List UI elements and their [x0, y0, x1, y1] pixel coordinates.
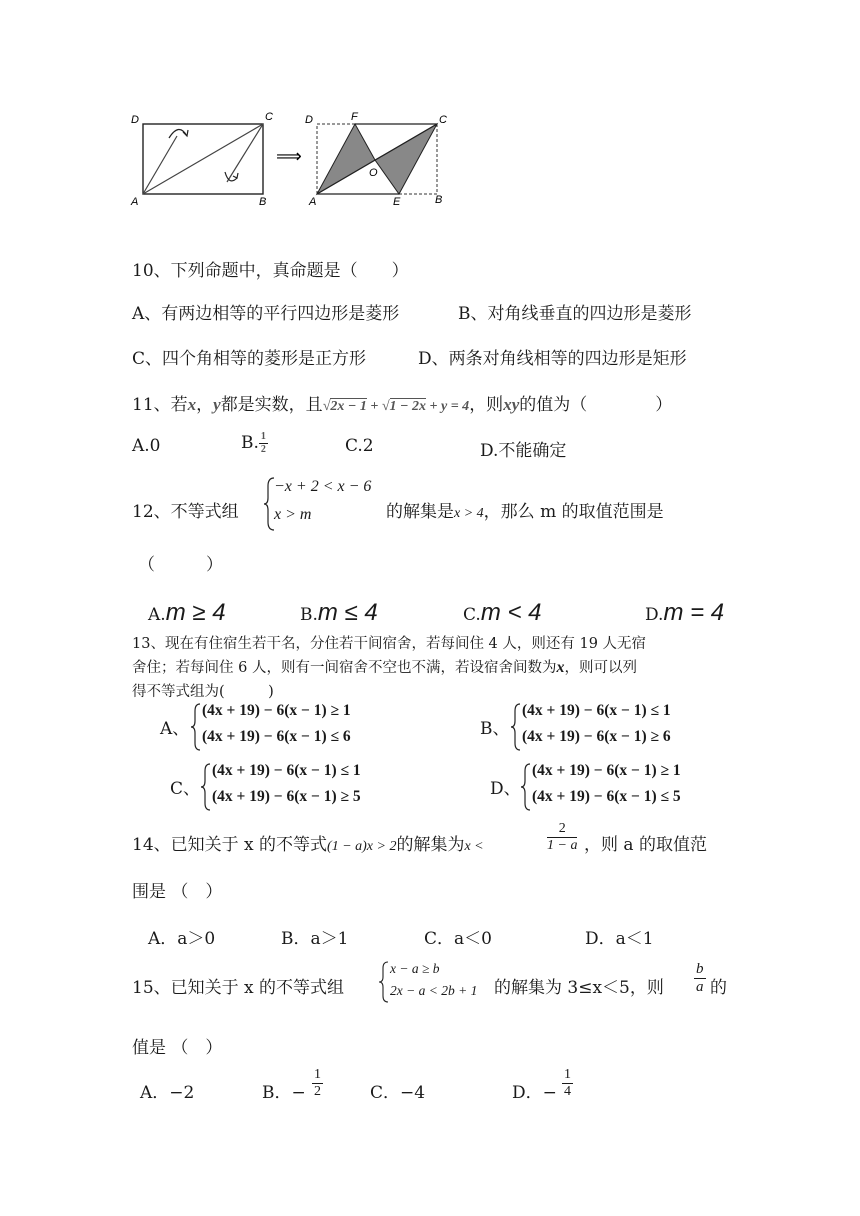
- q13-option-d-line1: (4x + 19) − 6(x − 1) ≥ 1: [532, 762, 681, 779]
- q12-pre: 12、不等式组: [132, 502, 239, 522]
- q13-option-c-brace: [200, 762, 212, 812]
- q11-var-x: x: [187, 395, 197, 414]
- q12-option-d: D.m = 4: [645, 599, 725, 626]
- q13-option-c-label: C、: [170, 779, 201, 799]
- q14-option-c: C．a＜0: [424, 929, 492, 949]
- q11-equation: √2x − 1 + √1 − 2x + y = 4: [322, 399, 470, 414]
- q13-option-b-line2: (4x + 19) − 6(x − 1) ≥ 6: [522, 728, 671, 745]
- q15-system-line1: x − a ≥ b: [390, 961, 440, 976]
- q13-option-a-line1: (4x + 19) − 6(x − 1) ≥ 1: [202, 702, 351, 719]
- q10-option-a: A、有两边相等的平行四边形是菱形: [132, 304, 400, 324]
- q13-line2: 舍住；若每间住 6 人，则有一间宿舍不空也不满，若设宿舍间数为x，则可以列: [132, 659, 637, 676]
- q15-option-d-fraction: $\frac{1}{4}$: [564, 1067, 571, 1099]
- q13-var-x: x: [556, 659, 565, 676]
- q15-post: 的: [710, 978, 727, 998]
- q13-option-d-brace: [520, 762, 532, 812]
- q14-solution-fraction: $\frac{2}{1 - a}$: [547, 821, 578, 853]
- left-fold-line-1: [143, 136, 177, 194]
- q15-brace: [378, 960, 390, 1004]
- q12-system-line1: −x + 2 < x − 6: [274, 478, 372, 495]
- q13-option-d-label: D、: [490, 779, 521, 799]
- label-C-right: C: [439, 114, 447, 126]
- left-fold-line-2: [227, 124, 263, 182]
- q14-inequality: (1 − a)x > 2: [327, 839, 397, 854]
- left-diagonal: [143, 124, 263, 194]
- q10-option-d: D、两条对角线相等的四边形是矩形: [418, 349, 687, 369]
- label-B-left: B: [259, 196, 267, 208]
- shaded-triangle-left: [317, 124, 375, 194]
- q14-option-d: D．a＜1: [585, 929, 654, 949]
- q15-system-line2: 2x − a < 2b + 1: [390, 983, 478, 998]
- label-E-right: E: [393, 196, 401, 208]
- q11-option-d: D.不能确定: [480, 441, 567, 461]
- q15-mid: 的解集为 3≤x＜5，则: [494, 978, 664, 998]
- q13-line3: 得不等式组为( ): [132, 684, 274, 700]
- q11-pre: 11、若: [132, 395, 188, 415]
- q15-option-c: C．−4: [370, 1083, 426, 1103]
- q14-stem: 14、已知关于 x 的不等式(1 − a)x > 2的解集为x <: [132, 835, 484, 855]
- q15-option-d: D．−: [512, 1083, 557, 1103]
- q10-option-b: B、对角线垂直的四边形是菱形: [458, 304, 692, 324]
- q14-option-b: B．a＞1: [281, 929, 349, 949]
- q13-option-b-brace: [510, 702, 522, 752]
- q10-stem: 10、下列命题中，真命题是（ ）: [132, 261, 409, 281]
- q11-var-xy: xy: [503, 395, 520, 414]
- q10-option-c: C、四个角相等的菱形是正方形: [132, 349, 367, 369]
- q12-option-b: B.m ≤ 4: [300, 599, 378, 626]
- q15-line2: 值是 （ ）: [132, 1038, 223, 1058]
- q13-option-b-line1: (4x + 19) − 6(x − 1) ≤ 1: [522, 702, 671, 719]
- label-F-right: F: [351, 111, 358, 123]
- q15-option-a: A．−2: [140, 1083, 195, 1103]
- q11-option-c: C.2: [345, 436, 374, 456]
- label-D-left: D: [131, 114, 139, 126]
- q13-option-d-line2: (4x + 19) − 6(x − 1) ≤ 5: [532, 788, 681, 805]
- q13-option-a-line2: (4x + 19) − 6(x − 1) ≤ 6: [202, 728, 351, 745]
- q14-stem-post: ，则 a 的取值范: [584, 835, 707, 855]
- label-A-left: A: [131, 196, 139, 208]
- q11-var-y: y: [213, 395, 221, 414]
- q11-option-a: A.0: [132, 436, 161, 456]
- q12-paren: （ ）: [138, 555, 223, 575]
- q11-stem: 11、若x，y都是实数，且√2x − 1 + √1 − 2x + y = 4，则xy的值为（ ）: [132, 395, 673, 415]
- geometry-figure: [125, 108, 465, 208]
- q14-option-a: A．a＞0: [148, 929, 216, 949]
- shaded-triangle-right: [375, 124, 437, 194]
- q12-option-a: A.m ≥ 4: [148, 599, 226, 626]
- label-D-right: D: [305, 114, 313, 126]
- q13-option-c-line1: (4x + 19) − 6(x − 1) ≤ 1: [212, 762, 361, 779]
- q15-pre: 15、已知关于 x 的不等式组: [132, 978, 345, 998]
- q13-option-a-brace: [190, 702, 202, 752]
- label-O-right: O: [369, 167, 378, 179]
- transform-arrow: ⟹: [276, 146, 302, 167]
- q13-option-c-line2: (4x + 19) − 6(x − 1) ≥ 5: [212, 788, 361, 805]
- q15-option-b-fraction: $\frac{1}{2}$: [314, 1067, 321, 1099]
- q15-fraction: $\frac{b}{a}$: [696, 961, 704, 995]
- label-C-left: C: [265, 111, 273, 123]
- label-B-right: B: [435, 194, 443, 206]
- q13-option-b-label: B、: [480, 719, 510, 739]
- q12-option-c: C.m < 4: [463, 599, 542, 626]
- q14-line2: 围是 （ ）: [132, 882, 223, 902]
- q11-option-b: B. $\frac{1}{2}$: [241, 431, 266, 455]
- q12-rest: 的解集是x > 4，那么 m 的取值范围是: [386, 502, 664, 522]
- q15-option-b: B．−: [262, 1083, 306, 1103]
- q12-system-line2: x > m: [274, 506, 312, 523]
- label-A-right: A: [309, 196, 317, 208]
- q13-option-a-label: A、: [160, 719, 190, 739]
- q12-solution: x > 4: [454, 506, 484, 521]
- q13-line1: 13、现在有住宿生若干名，分住若干间宿舍，若每间住 4 人，则还有 19 人无宿: [132, 636, 647, 652]
